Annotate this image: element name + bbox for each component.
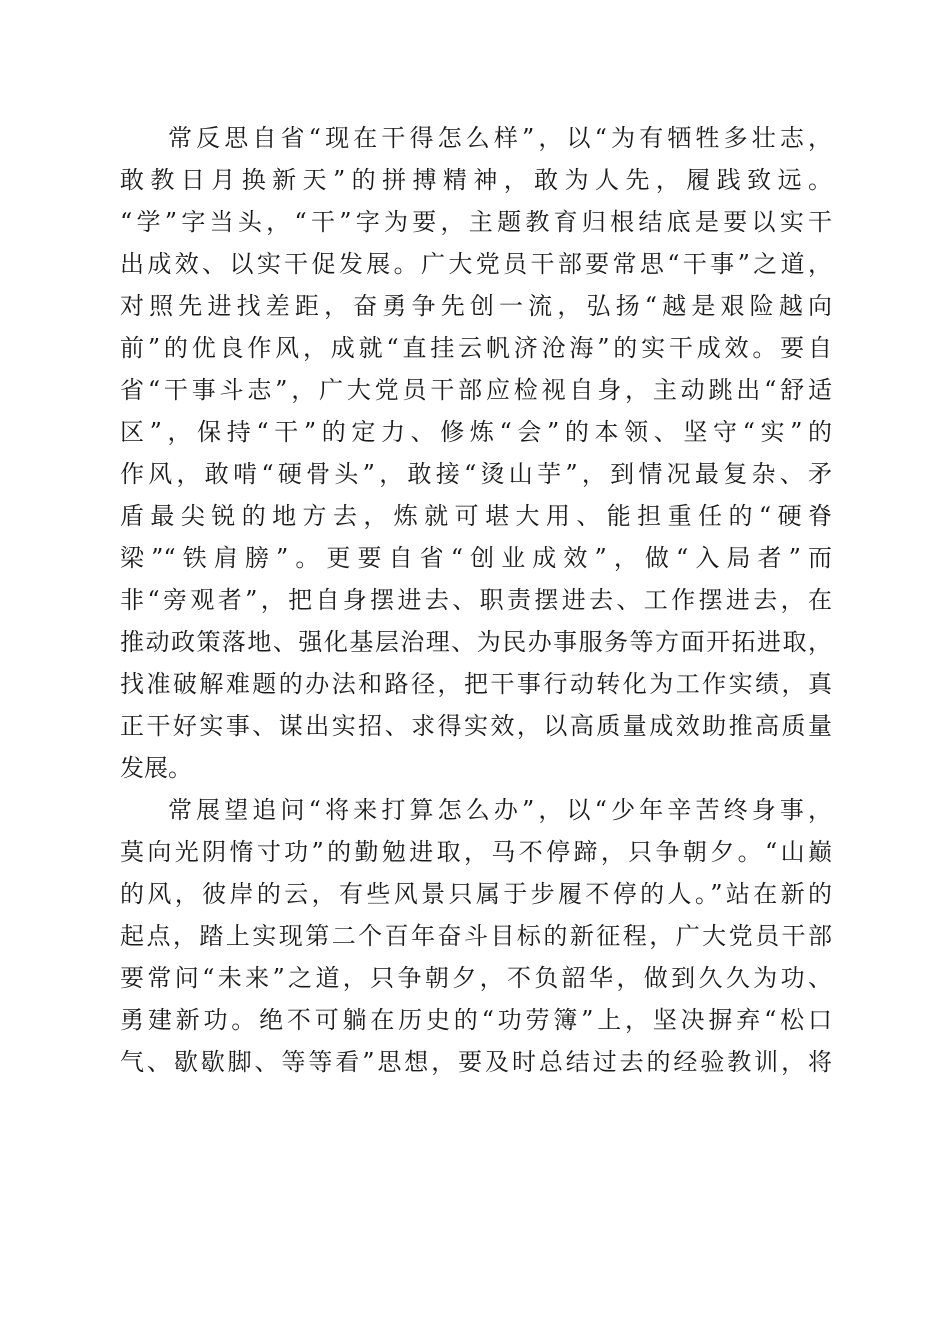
text-line: 非“旁观者”，把自身摆进去、职责摆进去、工作摆进去，在 bbox=[120, 586, 832, 614]
text-line: 区”，保持“干”的定力、修炼“会”的本领、坚守“实”的 bbox=[120, 418, 832, 446]
text-line: “学”字当头，“干”字为要，主题教育归根结底是要以实干 bbox=[120, 208, 832, 236]
text-line: 发展。 bbox=[120, 754, 192, 782]
text-line: 推动政策落地、强化基层治理、为民办事服务等方面开拓进取， bbox=[120, 628, 832, 656]
text-line: 作风，敢啃“硬骨头”，敢接“烫山芋”，到情况最复杂、矛 bbox=[120, 460, 832, 488]
text-line: 敢教日月换新天”的拼搏精神，敢为人先，履践致远。 bbox=[120, 166, 832, 194]
text-line: 对照先进找差距，奋勇争先创一流，弘扬“越是艰险越向 bbox=[120, 292, 832, 320]
text-line: 的风，彼岸的云，有些风景只属于步履不停的人。”站在新的 bbox=[120, 880, 832, 908]
text-line: 梁”“铁肩膀”。更要自省“创业成效”，做“入局者”而 bbox=[120, 544, 832, 572]
text-line: 勇建新功。绝不可躺在历史的“功劳簿”上，坚决摒弃“松口 bbox=[120, 1006, 832, 1034]
text-line: 要常问“未来”之道，只争朝夕，不负韶华，做到久久为功、 bbox=[120, 964, 832, 992]
text-line: 找准破解难题的办法和路径，把干事行动转化为工作实绩，真 bbox=[120, 670, 832, 698]
text-line: 常反思自省“现在干得怎么样”，以“为有牺牲多壮志， bbox=[168, 124, 832, 152]
text-line: 起点，踏上实现第二个百年奋斗目标的新征程，广大党员干部 bbox=[120, 922, 832, 950]
text-line: 常展望追问“将来打算怎么办”，以“少年辛苦终身事， bbox=[168, 796, 832, 824]
text-line: 气、歇歇脚、等等看”思想，要及时总结过去的经验教训，将 bbox=[120, 1048, 832, 1076]
text-line: 出成效、以实干促发展。广大党员干部要常思“干事”之道， bbox=[120, 250, 832, 278]
text-line: 盾最尖锐的地方去，炼就可堪大用、能担重任的“硬脊 bbox=[120, 502, 832, 530]
text-line: 正干好实事、谋出实招、求得实效，以高质量成效助推高质量 bbox=[120, 712, 832, 740]
text-line: 前”的优良作风，成就“直挂云帆济沧海”的实干成效。要自 bbox=[120, 334, 832, 362]
text-line: 莫向光阴惰寸功”的勤勉进取，马不停蹄，只争朝夕。“山巅 bbox=[120, 838, 832, 866]
text-line: 省“干事斗志”，广大党员干部应检视自身，主动跳出“舒适 bbox=[120, 376, 832, 404]
